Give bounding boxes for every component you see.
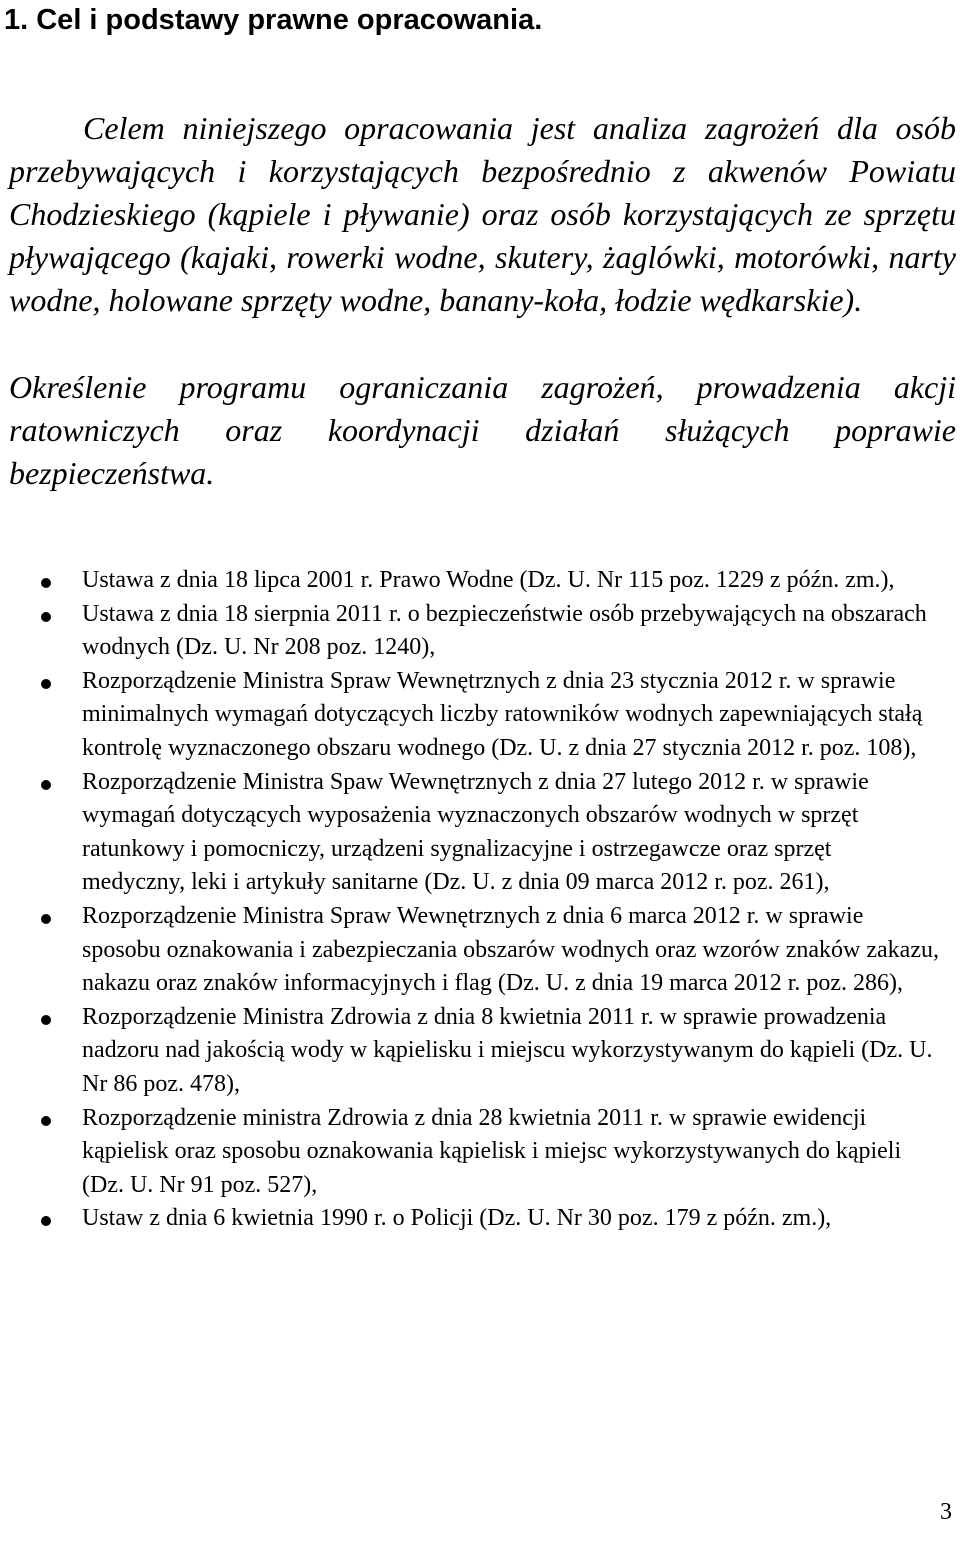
list-item-text: Rozporządzenie Ministra Spraw Wewnętrznych z dnia 23 stycznia 2012 r. w sprawie minimalnych wymagań dotyczących liczby ratowników wodnych zapewniających stałą kontrolę wyznaczonego obszaru wodnego (Dz. U. z dnia 27 stycznia 2012 r. poz. 108), [82,667,923,761]
list-item-text: Rozporządzenie ministra Zdrowia z dnia 28 kwietnia 2011 r. w sprawie ewidencji kąpielisk oraz sposobu oznakowania kąpielisk i miejsc wykorzystywanych do kąpieli (Dz. U. Nr 91 poz. 527), [82,1104,902,1198]
list-item [0,665,960,766]
bullet-icon [41,914,51,924]
bullet-icon [41,1116,51,1126]
intro-paragraph-program: Określenie programu ograniczania zagrożeń, prowadzenia akcji ratowniczych oraz koordynacji działań służących poprawie bezpieczeństwa. [9,369,956,491]
list-item [0,564,960,598]
list-item-text: Ustawa z dnia 18 lipca 2001 r. Prawo Wodne (Dz. U. Nr 115 poz. 1229 z późn. zm.), [82,567,895,593]
list-item-text: Rozporządzenie Ministra Spaw Wewnętrznych z dnia 27 lutego 2012 r. w sprawie wymagań dotyczących wyposażenia wyznaczonych obszarów wodnych w sprzęt ratunkowy i pomocniczy, urządzeni sygnalizacyjne i ostrzegawcze oraz sprzęt medyczny, leki i artykuły sanitarne (Dz. U. z dnia 09 marca 2012 r. poz. 261), [82,768,869,896]
intro-paragraph-purpose: Celem niniejszego opracowania jest analiza zagrożeń dla osób przebywających i korzystających bezpośrednio z akwenów Powiatu Chodzieskiego (kąpiele i pływanie) oraz osób korzystających ze sprzętu pływającego (kajaki, rowerki wodne, skutery, żaglówki, motorówki, narty wodne, holowane sprzęty wodne, banany-koła, łodzie wędkarskie). [9,110,956,318]
list-item [0,766,960,900]
bullet-icon [41,780,51,790]
bullet-icon [41,578,51,588]
bullet-icon [41,612,51,622]
list-item [0,1102,960,1203]
list-item-text: Rozporządzenie Ministra Spraw Wewnętrznych z dnia 6 marca 2012 r. w sprawie sposobu oznakowania i zabezpieczania obszarów wodnych oraz wzorów znaków zakazu, nakazu oraz znaków informacyjnych i flag (Dz. U. z dnia 19 marca 2012 r. poz. 286), [82,902,939,997]
bullet-icon [41,679,51,689]
list-item-text: Rozporządzenie Ministra Zdrowia z dnia 8 kwietnia 2011 r. w sprawie prowadzenia nadzoru nad jakością wody w kąpielisku i miejscu wykorzystywanym do kąpieli (Dz. U. Nr 86 poz. 478), [82,1003,933,1097]
list-item-text: Ustaw z dnia 6 kwietnia 1990 r. o Policji (Dz. U. Nr 30 poz. 179 z późn. zm.), [82,1205,832,1232]
legal-basis-list [0,564,960,1236]
bullet-icon [41,1015,51,1025]
list-item [0,1001,960,1102]
list-item-text: Ustawa z dnia 18 sierpnia 2011 r. o bezpieczeństwie osób przebywających na obszarach wodnych (Dz. U. Nr 208 poz. 1240), [82,600,927,661]
section-heading: 1. Cel i podstawy prawne opracowania. [4,4,543,36]
bullet-icon [41,1216,51,1226]
list-item [0,1202,960,1236]
page-number: 3 [940,1499,952,1525]
list-item [0,900,960,1001]
list-item [0,598,960,665]
